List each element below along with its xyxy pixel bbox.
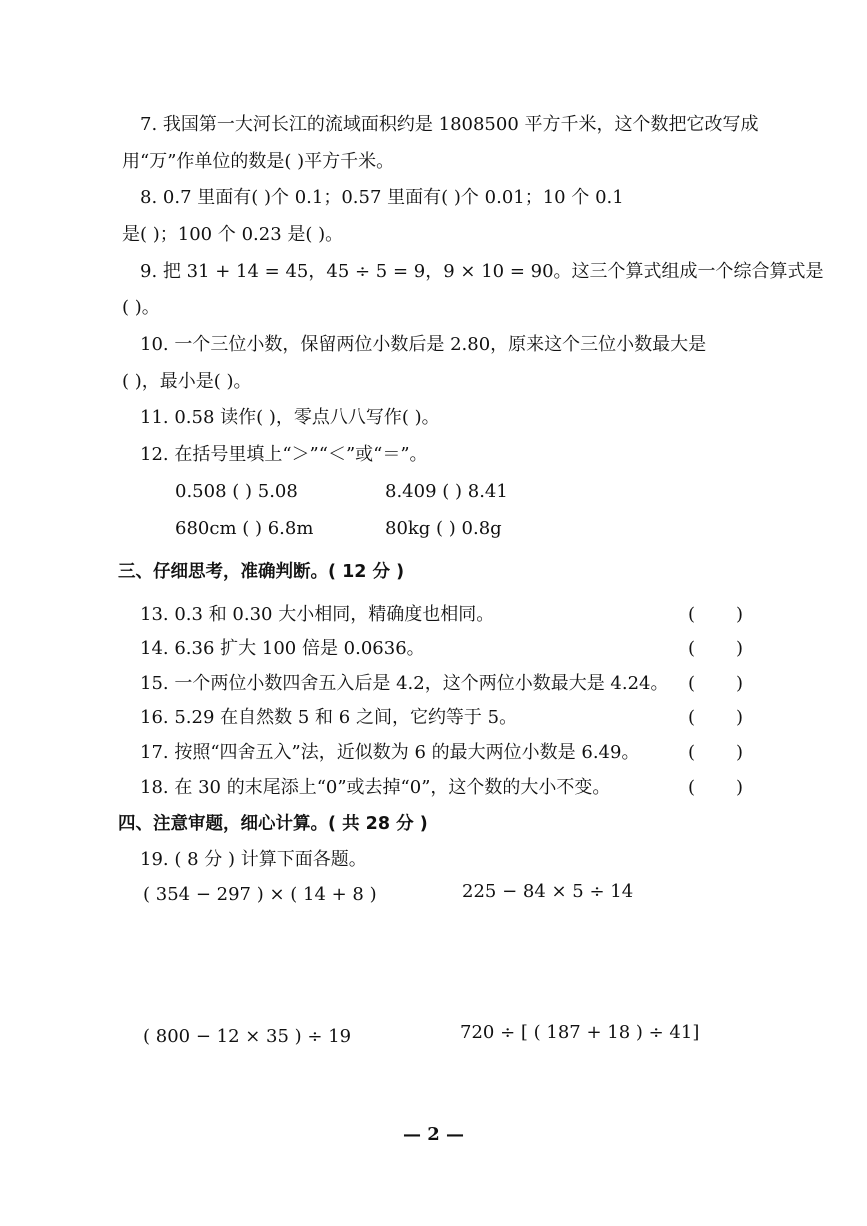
question-19: 19. ( 8 分 ) 计算下面各题。: [140, 849, 367, 870]
calc-expression: ( 354 − 297 ) × ( 14 + 8 ): [143, 884, 377, 905]
answer-parens: ( ): [688, 742, 744, 763]
question-12: 12. 在括号里填上“＞”“＜”或“＝”。: [140, 444, 428, 465]
question-8-line-2: 是( )；100 个 0.23 是( )。: [122, 224, 344, 245]
question-7-line-2: 用“万”作单位的数是( )平方千米。: [122, 151, 395, 172]
calc-expression: ( 800 − 12 × 35 ) ÷ 19: [143, 1026, 352, 1047]
judge-item: 13. 0.3 和 0.30 大小相同，精确度也相同。: [140, 604, 495, 625]
answer-parens: ( ): [688, 777, 744, 798]
compare-item: 8.409 ( ) 8.41: [385, 481, 508, 502]
question-10-line-1: 10. 一个三位小数，保留两位小数后是 2.80，原来这个三位小数最大是: [140, 334, 707, 355]
question-11: 11. 0.58 读作( )，零点八八写作( )。: [140, 407, 440, 428]
section-3-title: 三、仔细思考，准确判断。( 12 分 ): [118, 562, 405, 582]
compare-item: 680cm ( ) 6.8m: [175, 518, 314, 539]
question-7-line-1: 7. 我国第一大河长江的流域面积约是 1808500 平方千米，这个数把它改写成: [140, 114, 759, 135]
answer-parens: ( ): [688, 604, 744, 625]
answer-parens: ( ): [688, 673, 744, 694]
compare-item: 80kg ( ) 0.8g: [385, 518, 502, 539]
judge-item: 18. 在 30 的末尾添上“0”或去掉“0”，这个数的大小不变。: [140, 777, 611, 798]
answer-parens: ( ): [688, 638, 744, 659]
calc-expression: 720 ÷ [ ( 187 + 18 ) ÷ 41]: [460, 1022, 700, 1043]
question-8-line-1: 8. 0.7 里面有( )个 0.1；0.57 里面有( )个 0.01；10 个 0.1: [140, 187, 624, 208]
page-number: — 2 —: [402, 1124, 465, 1145]
judge-item: 14. 6.36 扩大 100 倍是 0.0636。: [140, 638, 425, 659]
judge-item: 16. 5.29 在自然数 5 和 6 之间，它约等于 5。: [140, 707, 518, 728]
answer-parens: ( ): [688, 707, 744, 728]
compare-item: 0.508 ( ) 5.08: [175, 481, 298, 502]
judge-item: 15. 一个两位小数四舍五入后是 4.2，这个两位小数最大是 4.24。: [140, 673, 669, 694]
judge-item: 17. 按照“四舍五入”法，近似数为 6 的最大两位小数是 6.49。: [140, 742, 640, 763]
question-9-line-2: ( )。: [122, 297, 160, 318]
question-9-line-1: 9. 把 31 + 14 = 45，45 ÷ 5 = 9，9 × 10 = 90。这三个算式组成一个综合算式是: [140, 261, 824, 282]
question-10-line-2: ( )，最小是( )。: [122, 371, 252, 392]
section-4-title: 四、注意审题，细心计算。( 共 28 分 ): [118, 814, 428, 834]
calc-expression: 225 − 84 × 5 ÷ 14: [462, 881, 634, 902]
